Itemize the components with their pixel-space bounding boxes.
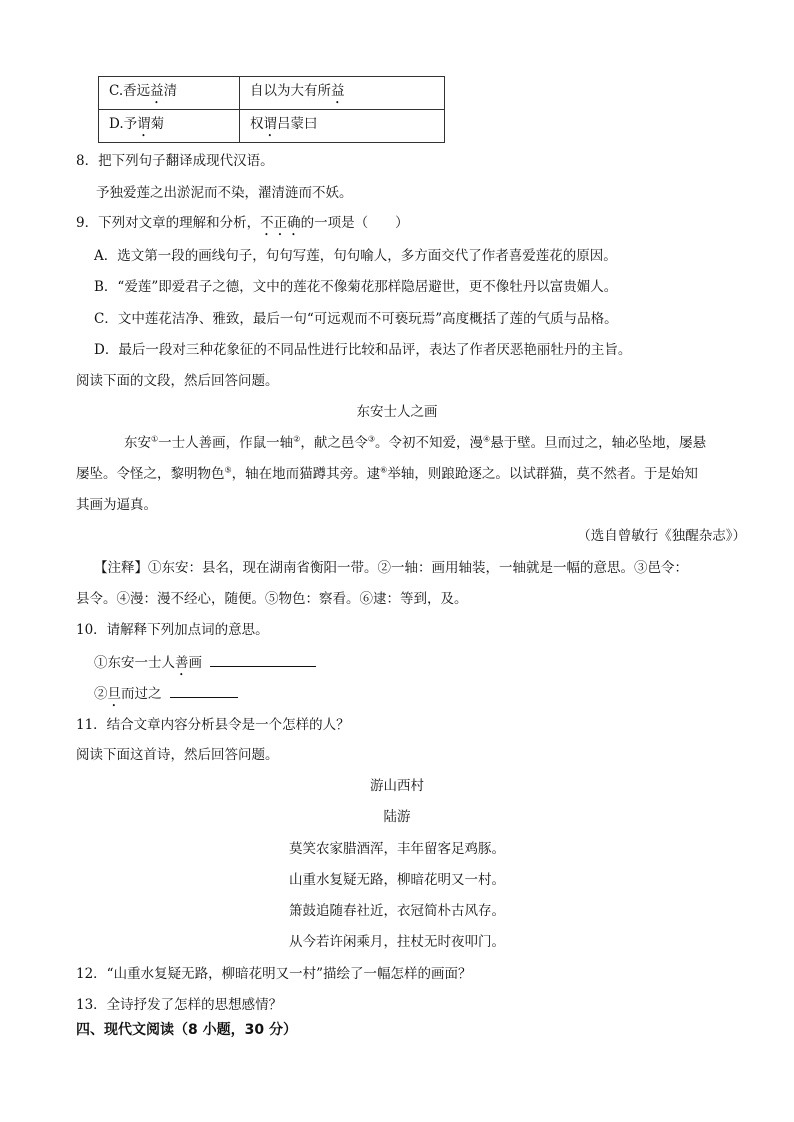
passage-text: ，献之邑令 <box>300 435 368 451</box>
table-cell <box>99 110 240 143</box>
question-9-stem <box>76 214 409 239</box>
dotted-word: 益 <box>150 83 164 99</box>
poem-author: 陆游 <box>383 809 411 825</box>
item-text: ② <box>94 686 108 702</box>
passage-text: 屡坠。令怪之，黎明物色 <box>76 466 225 482</box>
dotted-word: 不正确 <box>260 215 301 231</box>
question-12-stem: 12．“山重水复疑无路，柳暗花明又一村”描绘了一幅怎样的画面？ <box>76 966 472 982</box>
question-10-stem: 10．请解释下列加点词的意思。 <box>76 622 269 638</box>
footnote-marker: ② <box>293 434 301 444</box>
question-9-option-b: B．“爱莲”即爱君子之德，文中的莲花不像菊花那样隐居避世，更不像牡丹以富贵媚人。 <box>94 279 618 295</box>
item-text: ①东安一士人 <box>94 655 175 671</box>
passage-line-2 <box>76 465 698 483</box>
footnote-marker: ④ <box>483 434 491 444</box>
cell-text: 权 <box>250 116 264 132</box>
footnote-marker: ③ <box>367 434 376 444</box>
item-text: 而过之 <box>121 686 162 702</box>
passage-text: 一士人善画，作鼠一轴 <box>158 435 294 451</box>
question-11-stem: 11．结合文章内容分析县令是一个怎样的人？ <box>76 717 350 733</box>
dotted-word: 谓 <box>137 116 151 132</box>
stem-text: 9．下列对文章的理解和分析， <box>76 215 261 231</box>
passage-line-1 <box>124 434 706 452</box>
question-9-option-a: A．选文第一段的画线句子，句句写莲，句句喻人，多方面交代了作者喜爱莲花的原因。 <box>94 248 617 264</box>
poem-title: 游山西村 <box>370 778 424 794</box>
passage-text: 举轴，则踉跄逐之。以试群猫，莫不然者。于是始知 <box>387 466 698 482</box>
poem-line: 山重水复疑无路，柳暗花明又一村。 <box>289 872 505 888</box>
footnote-marker: ① <box>151 434 159 444</box>
dotted-word: 善 <box>175 655 189 671</box>
table-cell <box>240 77 445 110</box>
passage-notes-line-2: 县令。④漫：漫不经心，随便。⑤物色：察看。⑥逮：等到，及。 <box>76 591 468 607</box>
passage-text: 东安 <box>124 435 151 451</box>
cell-text: C.香远 <box>109 83 151 99</box>
question-8-sentence: 予独爱莲之出淤泥而不染，濯清涟而不妖。 <box>96 185 353 201</box>
answer-blank[interactable] <box>210 652 316 667</box>
cell-text: 自以为大有所 <box>250 83 331 99</box>
cell-text: D.予 <box>109 116 138 132</box>
question-8-stem: 8．把下列句子翻译成现代汉语。 <box>76 153 274 169</box>
passage-line-3: 其画为逼真。 <box>76 497 157 513</box>
passage-text: 悬于壁。旦而过之，轴必坠地，屡悬 <box>490 435 707 451</box>
passage-source: （选自曾敏行《独醒杂志》） <box>577 528 746 544</box>
section-4-heading: 四、现代文阅读（8 小题，30 分） <box>76 1022 297 1038</box>
poem-intro: 阅读下面这首诗，然后回答问题。 <box>76 747 279 763</box>
question-9-option-d: D．最后一段对三种花象征的不同品性进行比较和品评，表达了作者厌恶艳丽牡丹的主旨。 <box>94 342 632 358</box>
table-row <box>99 110 445 143</box>
dotted-word: 谓 <box>263 116 277 132</box>
footnote-marker: ⑤ <box>224 465 232 475</box>
question-9-option-c: C．文中莲花洁净、雅致，最后一句“可远观而不可亵玩焉”高度概括了莲的气质与品格。 <box>94 311 618 327</box>
table-cell <box>240 110 445 143</box>
question-10-item-2 <box>94 683 238 710</box>
poem-line: 莫笑农家腊酒浑，丰年留客足鸡豚。 <box>289 841 505 857</box>
footnote-marker: ⑥ <box>380 465 388 475</box>
cell-text: 清 <box>163 83 178 99</box>
question-13-stem: 13．全诗抒发了怎样的思想感情？ <box>76 997 283 1013</box>
dotted-word: 益 <box>331 83 345 99</box>
passage-notes-line-1: 【注释】①东安：县名，现在湖南省衡阳一带。②一轴：画用轴装，一轴就是一幅的意思。③邑令： <box>94 560 688 576</box>
passage-intro: 阅读下面的文段，然后回答问题。 <box>76 373 279 389</box>
poem-line: 箫鼓追随春社近，衣冠简朴古风存。 <box>289 903 505 919</box>
stem-text: 的一项是（ ） <box>300 215 409 231</box>
passage-text: ，轴在地而猫蹲其旁。逮 <box>231 466 381 482</box>
table-cell <box>99 77 240 110</box>
passage-text: 。令初不知爱，漫 <box>375 435 484 451</box>
table-row <box>99 77 445 110</box>
item-text: 画 <box>188 655 202 671</box>
question-10-item-1 <box>94 652 316 679</box>
options-table <box>98 76 445 143</box>
answer-blank[interactable] <box>170 683 238 698</box>
dotted-word: 旦 <box>107 686 121 702</box>
passage-title: 东安士人之画 <box>356 404 438 420</box>
poem-line: 从今若许闲乘月，拄杖无时夜叩门。 <box>289 934 505 950</box>
cell-text: 菊 <box>150 116 165 132</box>
cell-text: 吕蒙曰 <box>277 116 318 132</box>
